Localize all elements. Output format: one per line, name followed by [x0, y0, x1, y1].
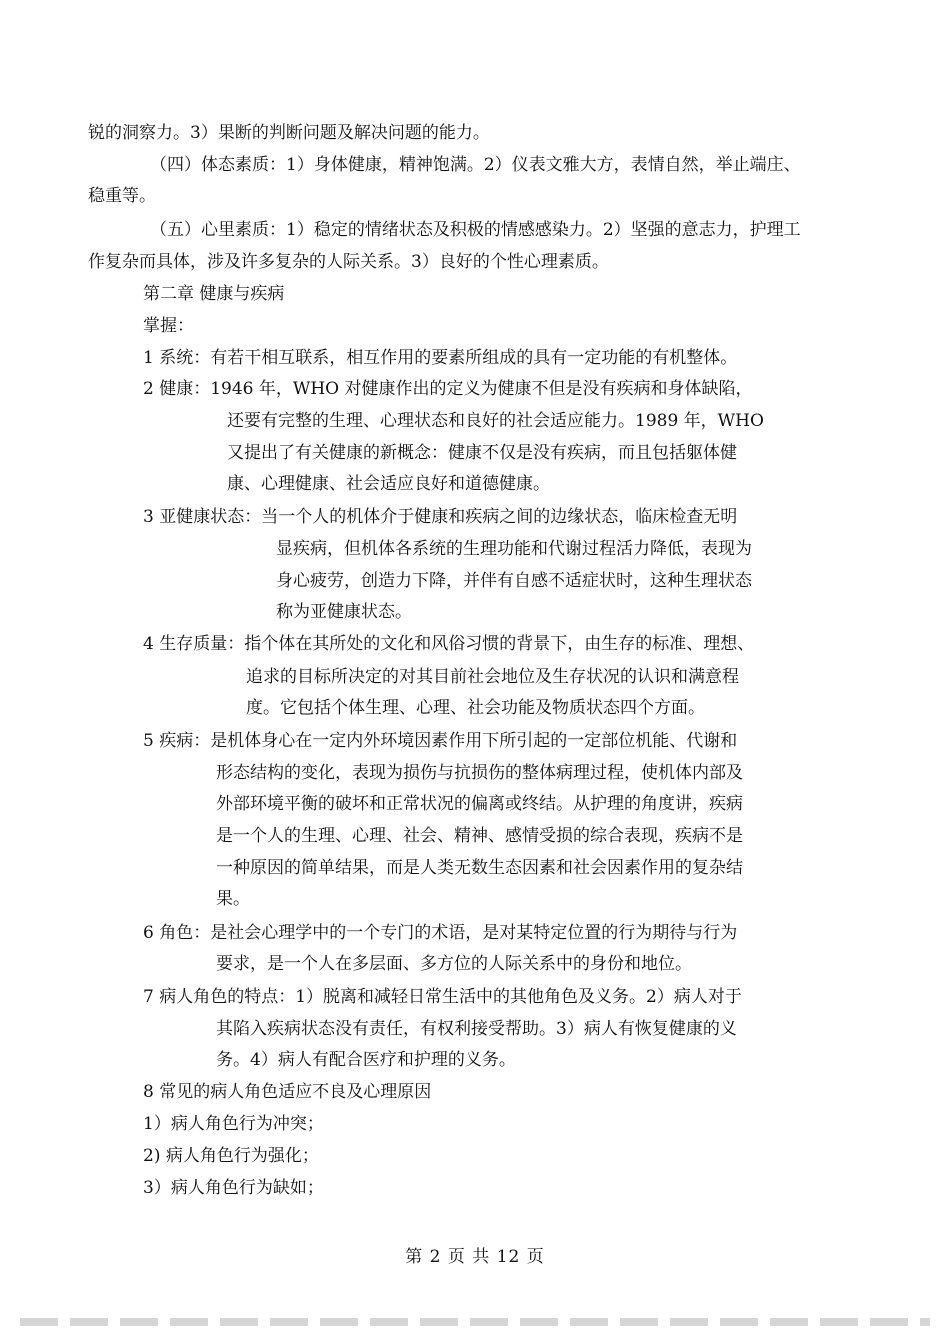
list-item-continuation: 追求的目标所决定的对其目前社会地位及生存状况的认识和满意程: [246, 667, 739, 687]
page-footer: 第 2 页 共 12 页: [405, 1247, 545, 1267]
list-item-continuation: 是一个人的生理、心理、社会、精神、感情受损的综合表现，疾病不是: [216, 826, 743, 846]
text-line: 稳重等。: [88, 186, 156, 206]
list-item-continuation: 一种原因的简单结果，而是人类无数生态因素和社会因素作用的复杂结: [216, 858, 743, 878]
text-line: 掌握：: [143, 316, 194, 336]
list-item-continuation: 度。它包括个体生理、心理、社会功能及物质状态四个方面。: [246, 698, 705, 718]
text-line: 锐的洞察力。3）果断的判断问题及解决问题的能力。: [88, 123, 490, 143]
sub-list-item: 2) 病人角色行为强化；: [143, 1146, 319, 1166]
list-item-continuation: 形态结构的变化，表现为损伤与抗损伤的整体病理过程，使机体内部及: [216, 763, 743, 783]
faint-bottom-strip: [20, 1318, 930, 1326]
text-line: （四）体态素质：1）身体健康，精神饱满。2）仪表文雅大方，表情自然，举止端庄、: [150, 155, 801, 175]
list-item: 4 生存质量：指个体在其所处的文化和风俗习惯的背景下，由生存的标准、理想、: [143, 634, 755, 654]
list-item: 5 疾病：是机体身心在一定内外环境因素作用下所引起的一定部位机能、代谢和: [143, 731, 738, 751]
list-item: 2 健康：1946 年，WHO 对健康作出的定义为健康不但是没有疾病和身体缺陷，: [143, 379, 753, 399]
list-item-continuation: 称为亚健康状态。: [276, 602, 412, 622]
list-item-continuation: 还要有完整的生理、心理状态和良好的社会适应能力。1989 年，WHO: [227, 411, 764, 431]
list-item-continuation: 务。4）病人有配合医疗和护理的义务。: [216, 1050, 516, 1070]
list-item-continuation: 其陷入疾病状态没有责任，有权利接受帮助。3）病人有恢复健康的义: [216, 1019, 737, 1039]
chapter-heading: 第二章 健康与疾病: [143, 284, 285, 304]
list-item: 8 常见的病人角色适应不良及心理原因: [143, 1082, 432, 1102]
list-item: 1 系统：有若干相互联系，相互作用的要素所组成的具有一定功能的有机整体。: [143, 348, 738, 368]
list-item-continuation: 要求，是一个人在多层面、多方位的人际关系中的身份和地位。: [216, 954, 692, 974]
list-item-continuation: 康、心理健康、社会适应良好和道德健康。: [227, 474, 550, 494]
list-item-continuation: 外部环境平衡的破坏和正常状况的偏离或终结。从护理的角度讲，疾病: [216, 794, 743, 814]
list-item: 6 角色：是社会心理学中的一个专门的术语，是对某特定位置的行为期待与行为: [143, 923, 738, 943]
text-line: （五）心里素质：1）稳定的情绪状态及积极的情感感染力。2）坚强的意志力，护理工: [150, 220, 801, 240]
list-item-continuation: 果。: [216, 889, 250, 909]
list-item-continuation: 身心疲劳，创造力下降，并伴有自感不适症状时，这种生理状态: [276, 571, 752, 591]
list-item-continuation: 显疾病，但机体各系统的生理功能和代谢过程活力降低，表现为: [276, 539, 752, 559]
list-item: 7 病人角色的特点：1）脱离和减轻日常生活中的其他角色及义务。2）病人对于: [143, 987, 742, 1007]
sub-list-item: 3）病人角色行为缺如；: [143, 1178, 324, 1198]
sub-list-item: 1）病人角色行为冲突；: [143, 1114, 324, 1134]
list-item: 3 亚健康状态：当一个人的机体介于健康和疾病之间的边缘状态，临床检查无明: [143, 507, 738, 527]
list-item-continuation: 又提出了有关健康的新概念：健康不仅是没有疾病，而且包括躯体健: [227, 443, 737, 463]
text-line: 作复杂而具体，涉及许多复杂的人际关系。3）良好的个性心理素质。: [88, 252, 609, 272]
